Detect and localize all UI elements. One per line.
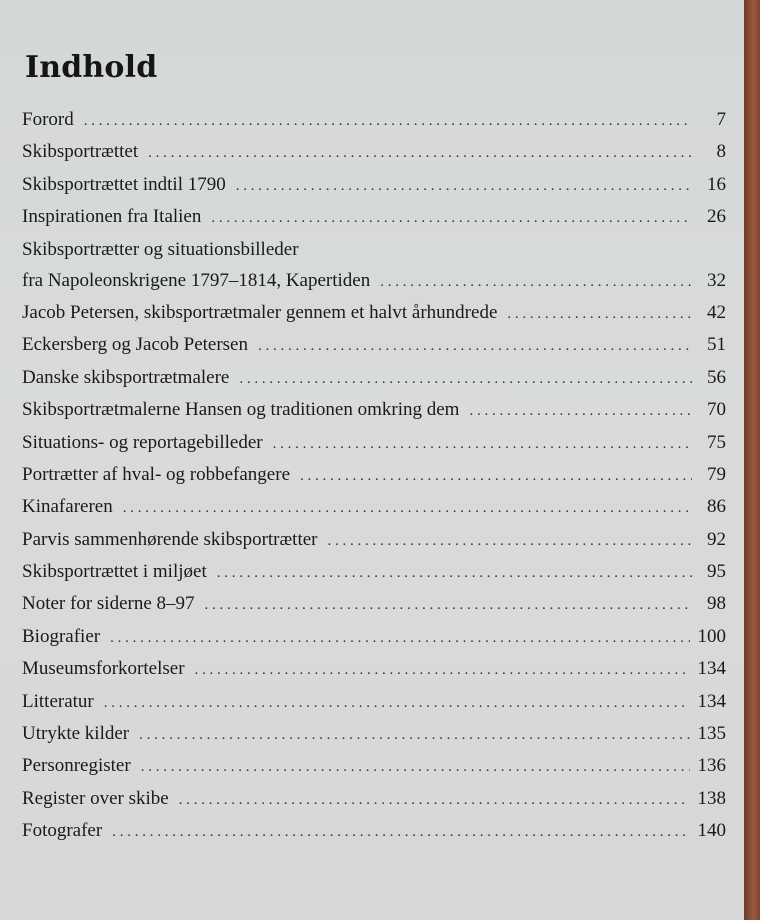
toc-entry-page: 135 (697, 723, 726, 745)
toc-entry-page: 32 (707, 269, 726, 291)
toc-entry (22, 136, 726, 168)
dot-leader (211, 202, 692, 234)
toc-entry (22, 750, 726, 782)
toc-entry-page: 95 (707, 561, 726, 583)
toc-entry-title: Museumsforkortelser (22, 658, 185, 680)
page-title: Indhold (25, 50, 158, 85)
toc-entry-page: 138 (697, 787, 726, 809)
toc-entry-title: Parvis sammenhørende skibsportrætter (22, 528, 318, 550)
toc-entry-title: Kinafareren (22, 496, 113, 518)
toc-entry (22, 556, 726, 588)
toc-entry (22, 297, 726, 329)
dot-leader (141, 751, 690, 783)
toc-entry-title: Personregister (22, 755, 131, 777)
toc-entry-page: 70 (707, 399, 726, 421)
toc-entry (22, 588, 726, 620)
toc-entry (22, 718, 726, 750)
toc-entry-title: fra Napoleonskrigene 1797–1814, Kapertiden (22, 269, 371, 291)
dot-leader (236, 170, 692, 202)
toc-entry (22, 329, 726, 361)
book-edge (744, 0, 760, 920)
dot-leader (380, 266, 692, 298)
dot-leader (507, 298, 692, 330)
toc-entry (22, 524, 726, 556)
toc-entry-page: 42 (707, 301, 726, 323)
toc-entry-title: Inspirationen fra Italien (22, 206, 202, 228)
toc-entry-page: 16 (707, 173, 726, 195)
toc-entry (22, 686, 726, 718)
toc-entry-title: Litteratur (22, 690, 94, 712)
toc-entry-title: Register over skibe (22, 787, 169, 809)
dot-leader (273, 428, 692, 460)
dot-leader (84, 105, 692, 137)
toc-entry (22, 459, 726, 491)
toc-entry-title: Biografier (22, 625, 101, 647)
toc-entry (22, 491, 726, 523)
toc-entry-page: 56 (707, 366, 726, 388)
toc-entry (22, 653, 726, 685)
toc-entry-page: 86 (707, 496, 726, 518)
dot-leader (179, 784, 690, 816)
dot-leader (110, 622, 689, 654)
toc-entry (22, 815, 726, 847)
toc-entry-title: Danske skibsportrætmalere (22, 366, 230, 388)
toc-entry-page: 75 (707, 431, 726, 453)
toc-entry-page: 92 (707, 528, 726, 550)
toc-entry (22, 427, 726, 459)
toc-entry-page: 26 (707, 206, 726, 228)
toc-entry (22, 201, 726, 233)
dot-leader (195, 654, 690, 686)
dot-leader (148, 137, 692, 169)
toc-entry-page: 134 (697, 658, 726, 680)
toc-entry-page: 100 (697, 625, 726, 647)
toc-entry (22, 169, 726, 201)
toc-entry-title: Situations- og reportagebilleder (22, 431, 263, 453)
toc-entry-title: Noter for siderne 8–97 (22, 593, 195, 615)
toc-entry-title: Skibsportrætter og situationsbilleder (22, 238, 299, 260)
dot-leader (258, 330, 692, 362)
toc-entry (22, 104, 726, 136)
toc-entry-title: Skibsportrættet i miljøet (22, 561, 207, 583)
toc-entry-title: Forord (22, 109, 74, 130)
toc-entry-title: Skibsportrættet (22, 141, 139, 163)
toc-entry-title: Eckersberg og Jacob Petersen (22, 334, 248, 356)
toc-entry-page: 79 (707, 463, 726, 485)
toc-entry-page: 134 (697, 690, 726, 712)
toc-entry-title: Skibsportrættet indtil 1790 (22, 173, 226, 195)
toc-entry-title: Fotografer (22, 820, 103, 842)
toc-entry-title: Utrykte kilder (22, 723, 130, 745)
toc-entry-page: 136 (697, 755, 726, 777)
toc-entry-title: Skibsportrætmalerne Hansen og traditionen omkring dem (22, 399, 460, 421)
toc-entry-page: 7 (716, 109, 726, 130)
toc-entry-title: Jacob Petersen, skibsportrætmaler gennem et halvt århundrede (22, 301, 498, 323)
dot-leader (217, 557, 692, 589)
dot-leader (112, 816, 689, 848)
toc-entry (22, 265, 726, 297)
dot-leader (239, 363, 692, 395)
dot-leader (469, 395, 692, 427)
dot-leader (123, 492, 692, 524)
table-of-contents (22, 104, 726, 848)
toc-entry-page: 140 (697, 820, 726, 842)
toc-entry-title: Portrætter af hval- og robbefangere (22, 463, 291, 485)
dot-leader (205, 589, 692, 621)
toc-entry-first-line (22, 234, 726, 265)
dot-leader (328, 525, 692, 557)
dot-leader (139, 719, 689, 751)
dot-leader (104, 687, 690, 719)
toc-entry (22, 394, 726, 426)
toc-entry (22, 783, 726, 815)
toc-entry (22, 621, 726, 653)
toc-entry-page: 8 (716, 141, 726, 163)
toc-entry (22, 362, 726, 394)
toc-entry-page: 51 (707, 334, 726, 356)
dot-leader (300, 460, 692, 492)
toc-entry-page: 98 (707, 593, 726, 615)
